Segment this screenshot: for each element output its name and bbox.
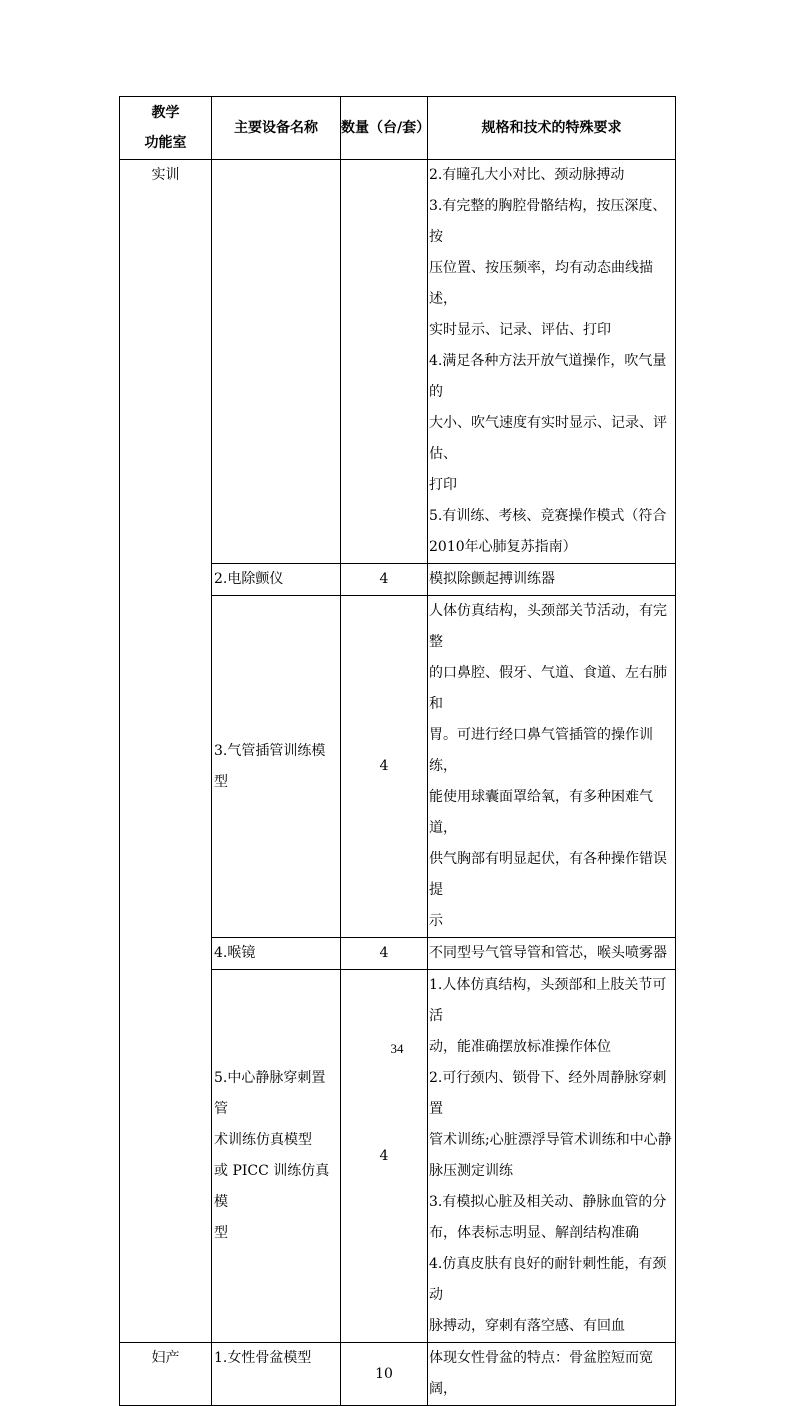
spec-line: 4.仿真皮肤有良好的耐针刺性能，有颈动	[429, 1256, 667, 1303]
spec-cell	[428, 1343, 676, 1406]
equipment-name-line: 或 PICC 训练仿真模	[214, 1163, 330, 1210]
quantity-cell: 4	[341, 564, 428, 596]
spec-line: 布，体表标志明显、解剖结构准确	[429, 1225, 639, 1241]
equipment-name-cell	[212, 160, 341, 564]
spec-line: 2.有瞳孔大小对比、颈动脉搏动	[429, 167, 625, 183]
header-room-line1: 教学	[151, 105, 180, 121]
spec-line: 体现女性骨盆的特点：骨盆腔短而宽阔，	[429, 1350, 653, 1397]
equipment-table	[119, 96, 676, 1406]
spec-line: 2010年心肺复苏指南）	[429, 539, 577, 555]
spec-line: 的口鼻腔、假牙、气道、食道、左右肺和	[429, 665, 667, 712]
spec-line: 模拟除颤起搏训练器	[429, 571, 555, 587]
spec-line: 5.有训练、考核、竞赛操作模式（符合	[429, 508, 667, 524]
spec-line: 脉搏动，穿刺有落空感、有回血	[429, 1318, 625, 1334]
spec-line: 打印	[429, 477, 457, 493]
spec-line: 3.有模拟心脏及相关动、静脉血管的分	[429, 1194, 667, 1210]
spec-cell	[428, 160, 676, 564]
header-equipment: 主要设备名称	[212, 97, 341, 160]
table-header-row	[120, 97, 676, 160]
spec-cell	[428, 970, 676, 1343]
room-cell: 实训	[120, 160, 212, 1343]
page-number: 34	[390, 1041, 404, 1056]
header-room-line2: 功能室	[144, 135, 187, 151]
header-quantity: 数量（台/套）	[341, 97, 428, 160]
spec-line: 大小、吹气速度有实时显示、记录、评估、	[429, 415, 667, 462]
spec-line: 不同型号气管导管和管芯，喉头喷雾器	[429, 945, 667, 961]
spec-line: 压位置、按压频率，均有动态曲线描述，	[429, 260, 653, 307]
quantity-cell: 4	[341, 970, 428, 1343]
spec-line: 3.有完整的胸腔骨骼结构，按压深度、按	[429, 198, 667, 245]
equipment-name-line: 术训练仿真模型	[214, 1132, 312, 1148]
spec-line: 供气胸部有明显起伏，有各种操作错误提	[429, 851, 667, 898]
spec-cell	[428, 938, 676, 970]
quantity-cell	[341, 160, 428, 564]
spec-line: 胃。可进行经口鼻气管插管的操作训练，	[429, 727, 653, 774]
spec-line: 2.可行颈内、锁骨下、经外周静脉穿刺置	[429, 1070, 667, 1117]
quantity-cell: 4	[341, 596, 428, 938]
spec-line: 管术训练;心脏漂浮导管术训练和中心静	[429, 1132, 672, 1148]
equipment-name-cell: 2.电除颤仪	[212, 564, 341, 596]
quantity-cell: 4	[341, 938, 428, 970]
equipment-name-line: 型	[214, 1225, 228, 1241]
table-row	[120, 1343, 676, 1406]
equipment-name-line: 5.中心静脉穿刺置管	[214, 1070, 326, 1117]
equipment-name-cell: 4.喉镜	[212, 938, 341, 970]
spec-line: 示	[429, 913, 443, 929]
spec-line: 4.满足各种方法开放气道操作，吹气量的	[429, 353, 667, 400]
header-spec: 规格和技术的特殊要求	[428, 97, 676, 160]
room-cell: 妇产	[120, 1343, 212, 1406]
spec-line: 人体仿真结构，头颈部关节活动，有完整	[429, 603, 667, 650]
spec-line: 1.人体仿真结构，头颈部和上肢关节可活	[429, 977, 667, 1024]
quantity-cell: 10	[341, 1343, 428, 1406]
spec-line: 动，能准确摆放标准操作体位	[429, 1039, 611, 1055]
spec-cell	[428, 596, 676, 938]
equipment-name-cell: 1.女性骨盆模型	[212, 1343, 341, 1406]
equipment-name-cell	[212, 970, 341, 1343]
spec-cell	[428, 564, 676, 596]
spec-line: 能使用球囊面罩给氧，有多种困难气道，	[429, 789, 653, 836]
spec-line: 脉压测定训练	[429, 1163, 513, 1179]
equipment-name-cell: 3.气管插管训练模型	[212, 596, 341, 938]
table-row	[120, 160, 676, 564]
spec-line: 实时显示、记录、评估、打印	[429, 322, 611, 338]
header-room	[120, 97, 212, 160]
